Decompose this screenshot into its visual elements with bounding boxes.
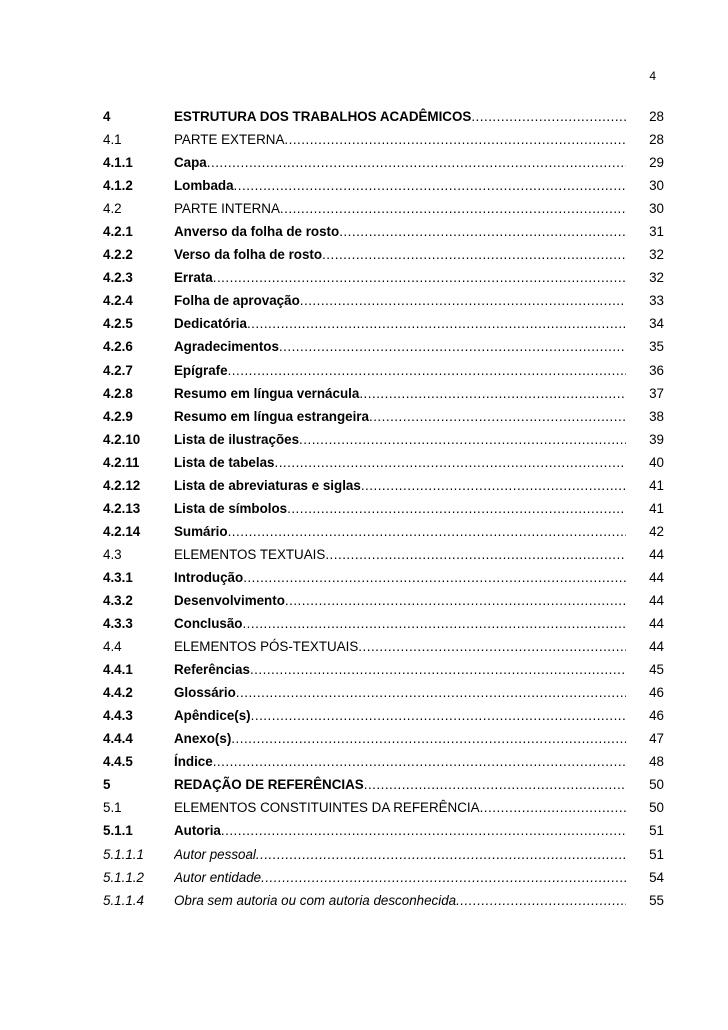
toc-entry-number: 4.2.2 — [103, 247, 133, 263]
toc-entry-page: 47 — [649, 731, 664, 747]
toc-entry-title: Resumo em língua vernácula — [174, 385, 360, 401]
toc-entry-leader-dots — [358, 635, 626, 658]
toc-entry-leader-dots — [280, 197, 626, 220]
toc-entry-title: ESTRUTURA DOS TRABALHOS ACADÊMICOS — [174, 109, 472, 124]
toc-entry-number: 5.1.1.2 — [103, 869, 144, 885]
toc-entry[interactable] — [103, 819, 664, 842]
toc-entry-number: 4.2.11 — [103, 454, 140, 470]
toc-entry-page: 36 — [649, 362, 664, 378]
toc-entry[interactable] — [103, 635, 664, 658]
toc-entry-leader-dots — [236, 681, 626, 704]
toc-entry-leader-dots — [471, 105, 626, 128]
toc-entry-title-wrap — [174, 428, 626, 451]
toc-entry-title: ELEMENTOS CONSTITUINTES DA REFERÊNCIA — [174, 800, 480, 816]
toc-entry-number: 5 — [103, 777, 111, 793]
toc-entry-title: Capa — [174, 155, 207, 171]
toc-entry-page: 42 — [649, 523, 664, 539]
toc-entry-number: 4.1.1 — [103, 155, 133, 171]
page-number: 4 — [649, 69, 656, 83]
toc-entry[interactable] — [103, 243, 664, 266]
toc-entry[interactable] — [103, 174, 664, 197]
toc-entry[interactable] — [103, 612, 664, 635]
toc-entry-page: 51 — [649, 846, 664, 862]
toc-entry-leader-dots — [213, 750, 626, 773]
toc-entry-number: 4.2.14 — [103, 523, 141, 539]
toc-entry-page: 39 — [649, 431, 664, 447]
toc-entry-title-wrap — [174, 312, 626, 335]
toc-entry-leader-dots — [361, 474, 626, 497]
toc-entry-title: Folha de aprovação — [174, 293, 300, 309]
toc-entry[interactable] — [103, 405, 664, 428]
toc-entry-title-wrap — [174, 359, 626, 382]
toc-entry[interactable] — [103, 796, 664, 819]
toc-entry-title-wrap — [174, 566, 626, 589]
toc-entry-number: 4.2.8 — [103, 385, 133, 401]
toc-entry-title: Glossário — [174, 685, 236, 701]
toc-entry-title: Autor pessoal — [174, 846, 256, 862]
toc-entry-leader-dots — [207, 151, 626, 174]
toc-entry-leader-dots — [228, 520, 626, 543]
toc-entry-title-wrap — [174, 289, 626, 312]
toc-entry-page: 30 — [649, 178, 664, 194]
toc-entry-page: 30 — [649, 201, 664, 217]
toc-entry[interactable] — [103, 750, 664, 773]
toc-entry[interactable] — [103, 681, 664, 704]
toc-entry-title-wrap — [174, 128, 626, 151]
table-of-contents — [103, 105, 664, 912]
toc-entry-number: 4.2.10 — [103, 431, 141, 447]
toc-entry-title-wrap — [174, 382, 626, 405]
toc-entry-title: PARTE INTERNA — [174, 201, 280, 217]
toc-entry-number: 4.2.1 — [103, 224, 133, 240]
toc-entry-number: 4.2.4 — [103, 293, 133, 309]
toc-entry-title-wrap — [174, 658, 626, 681]
toc-entry-title: REDAÇÃO DE REFERÊNCIAS — [174, 777, 364, 793]
toc-entry-title-wrap — [174, 681, 626, 704]
toc-entry-number: 4.4 — [103, 639, 122, 655]
toc-entry[interactable] — [103, 359, 664, 382]
toc-entry-page: 48 — [649, 754, 664, 770]
toc-entry[interactable] — [103, 289, 664, 312]
toc-entry-title-wrap — [174, 174, 626, 197]
toc-entry-title-wrap — [174, 635, 626, 658]
toc-entry-title-wrap — [174, 704, 626, 727]
toc-entry-leader-dots — [256, 843, 626, 866]
toc-entry-page: 50 — [649, 777, 664, 793]
toc-entry-page: 28 — [649, 109, 664, 124]
toc-entry-number: 5.1.1.4 — [103, 892, 144, 908]
toc-entry-leader-dots — [285, 589, 626, 612]
toc-entry-title: Apêndice(s) — [174, 708, 251, 724]
toc-entry-number: 4.4.4 — [103, 731, 133, 747]
toc-entry-title-wrap — [174, 796, 626, 819]
toc-entry-page: 41 — [649, 477, 664, 493]
toc-entry-page: 50 — [649, 800, 664, 816]
toc-entry-title-wrap — [174, 474, 626, 497]
toc-entry-title-wrap — [174, 105, 626, 128]
toc-entry-title-wrap — [174, 197, 626, 220]
toc-entry-leader-dots — [247, 312, 626, 335]
toc-entry-title-wrap — [174, 727, 626, 750]
toc-entry-page: 41 — [649, 500, 664, 516]
toc-entry-title: Lista de símbolos — [174, 500, 288, 516]
toc-entry-title-wrap — [174, 243, 626, 266]
toc-entry-title-wrap — [174, 151, 626, 174]
toc-entry[interactable] — [103, 566, 664, 589]
toc-entry-number: 5.1.1 — [103, 823, 133, 839]
toc-entry-title-wrap — [174, 520, 626, 543]
toc-entry-page: 40 — [649, 454, 664, 470]
toc-entry-title: Lombada — [174, 178, 234, 194]
toc-entry[interactable] — [103, 197, 664, 220]
toc-entry-title: Lista de abreviaturas e siglas — [174, 477, 361, 493]
toc-entry-title: Autoria — [174, 823, 221, 839]
toc-entry-title: Autor entidade — [174, 869, 262, 885]
toc-entry-page: 44 — [649, 569, 664, 585]
toc-entry-page: 29 — [649, 155, 664, 171]
toc-entry-number: 4.4.2 — [103, 685, 133, 701]
toc-entry-title-wrap — [174, 405, 626, 428]
toc-entry-leader-dots — [300, 289, 626, 312]
toc-entry-title: Sumário — [174, 523, 228, 539]
toc-entry-number: 4.2.12 — [103, 477, 141, 493]
toc-entry-title: Introdução — [174, 569, 244, 585]
toc-entry-leader-dots — [480, 796, 626, 819]
toc-entry-page: 46 — [649, 708, 664, 724]
toc-entry-title-wrap — [174, 889, 626, 912]
toc-entry-leader-dots — [231, 727, 626, 750]
toc-entry[interactable] — [103, 428, 664, 451]
toc-entry-leader-dots — [322, 243, 626, 266]
toc-entry-page: 51 — [649, 823, 664, 839]
toc-entry[interactable] — [103, 543, 664, 566]
toc-entry-title-wrap — [174, 866, 626, 889]
toc-entry-title: PARTE EXTERNA — [174, 132, 285, 148]
toc-entry[interactable] — [103, 312, 664, 335]
toc-entry-title-wrap — [174, 773, 626, 796]
toc-entry-title-wrap — [174, 612, 626, 635]
toc-entry-title: Lista de ilustrações — [174, 431, 300, 447]
toc-entry-page: 44 — [649, 616, 664, 632]
toc-entry-leader-dots — [369, 405, 626, 428]
toc-entry-title: Referências — [174, 662, 250, 678]
toc-entry-number: 4.3.2 — [103, 592, 133, 608]
toc-entry[interactable] — [103, 727, 664, 750]
toc-entry-page: 28 — [649, 132, 664, 148]
toc-entry-page: 44 — [649, 592, 664, 608]
toc-entry-leader-dots — [228, 359, 626, 382]
toc-entry-page: 55 — [649, 892, 664, 908]
toc-entry-title-wrap — [174, 451, 626, 474]
toc-entry-number: 4.4.3 — [103, 708, 133, 724]
toc-entry[interactable] — [103, 382, 664, 405]
toc-entry[interactable] — [103, 497, 664, 520]
toc-entry-page: 46 — [649, 685, 664, 701]
toc-entry-number: 4.1 — [103, 132, 122, 148]
toc-entry-title: Resumo em língua estrangeira — [174, 408, 369, 424]
toc-entry-title: Errata — [174, 270, 213, 286]
toc-entry-number: 4.3 — [103, 546, 122, 562]
toc-entry[interactable] — [103, 220, 664, 243]
toc-entry-number: 5.1 — [103, 800, 122, 816]
toc-entry-leader-dots — [251, 704, 626, 727]
toc-entry-page: 38 — [649, 408, 664, 424]
toc-entry[interactable] — [103, 843, 664, 866]
toc-entry[interactable] — [103, 151, 664, 174]
toc-entry-title: Dedicatória — [174, 316, 247, 332]
toc-entry-number: 4.2.9 — [103, 408, 133, 424]
toc-entry[interactable] — [103, 266, 664, 289]
toc-entry-number: 4.2 — [103, 201, 122, 217]
toc-entry-title: Epígrafe — [174, 362, 228, 378]
toc-entry-page: 45 — [649, 662, 664, 678]
toc-entry-number: 5.1.1.1 — [103, 846, 144, 862]
toc-entry-title: Conclusão — [174, 616, 243, 632]
toc-entry-title: Agradecimentos — [174, 339, 279, 355]
toc-entry-title-wrap — [174, 589, 626, 612]
toc-entry[interactable] — [103, 866, 664, 889]
toc-entry-title: ELEMENTOS PÓS-TEXTUAIS — [174, 639, 359, 655]
toc-entry-page: 32 — [649, 270, 664, 286]
toc-entry-title: ELEMENTOS TEXTUAIS — [174, 546, 326, 562]
toc-entry-leader-dots — [299, 428, 626, 451]
toc-entry-page: 54 — [649, 869, 664, 885]
toc-entry-leader-dots — [339, 220, 626, 243]
toc-entry-title: Verso da folha de rosto — [174, 247, 323, 263]
toc-entry[interactable] — [103, 474, 664, 497]
toc-entry-leader-dots — [284, 128, 626, 151]
toc-entry-page: 31 — [649, 224, 664, 240]
toc-entry-leader-dots — [359, 382, 626, 405]
toc-entry-number: 4 — [103, 109, 111, 124]
toc-entry-page: 44 — [649, 546, 664, 562]
toc-entry[interactable] — [103, 773, 664, 796]
toc-entry-leader-dots — [243, 566, 626, 589]
toc-entry[interactable] — [103, 335, 664, 358]
toc-entry-number: 4.2.13 — [103, 500, 141, 516]
toc-entry-leader-dots — [364, 773, 626, 796]
toc-entry-number: 4.3.3 — [103, 616, 133, 632]
toc-entry-page: 35 — [649, 339, 664, 355]
toc-entry-leader-dots — [234, 174, 626, 197]
toc-entry[interactable] — [103, 451, 664, 474]
toc-entry-page: 33 — [649, 293, 664, 309]
toc-entry-leader-dots — [456, 889, 626, 912]
toc-entry-leader-dots — [279, 335, 626, 358]
toc-entry-title: Lista de tabelas — [174, 454, 275, 470]
toc-entry-title-wrap — [174, 819, 626, 842]
toc-entry-number: 4.3.1 — [103, 569, 133, 585]
toc-entry-leader-dots — [242, 612, 626, 635]
toc-entry[interactable] — [103, 105, 664, 128]
toc-entry-number: 4.1.2 — [103, 178, 133, 194]
toc-entry-leader-dots — [274, 451, 626, 474]
toc-entry-leader-dots — [287, 497, 626, 520]
toc-entry-number: 4.2.3 — [103, 270, 133, 286]
toc-entry-number: 4.4.5 — [103, 754, 133, 770]
toc-entry[interactable] — [103, 520, 664, 543]
toc-entry-leader-dots — [250, 658, 626, 681]
toc-entry-page: 44 — [649, 639, 664, 655]
toc-entry-page: 34 — [649, 316, 664, 332]
toc-entry-title: Anverso da folha de rosto — [174, 224, 340, 240]
toc-entry[interactable] — [103, 658, 664, 681]
toc-entry[interactable] — [103, 889, 664, 912]
toc-entry[interactable] — [103, 589, 664, 612]
toc-entry[interactable] — [103, 128, 664, 151]
toc-entry-title-wrap — [174, 497, 626, 520]
toc-entry-title: Desenvolvimento — [174, 592, 285, 608]
toc-entry-title-wrap — [174, 266, 626, 289]
toc-entry-title: Anexo(s) — [174, 731, 232, 747]
toc-entry-title: Índice — [174, 754, 213, 770]
toc-entry-title-wrap — [174, 335, 626, 358]
toc-entry-page: 32 — [649, 247, 664, 263]
toc-entry-number: 4.4.1 — [103, 662, 133, 678]
toc-entry-number: 4.2.6 — [103, 339, 133, 355]
toc-entry-title-wrap — [174, 220, 626, 243]
toc-entry[interactable] — [103, 704, 664, 727]
toc-entry-title-wrap — [174, 843, 626, 866]
toc-entry-title-wrap — [174, 543, 626, 566]
toc-entry-page: 37 — [649, 385, 664, 401]
toc-entry-leader-dots — [325, 543, 626, 566]
toc-entry-title: Obra sem autoria ou com autoria desconhecida — [174, 892, 457, 908]
toc-entry-title-wrap — [174, 750, 626, 773]
toc-entry-leader-dots — [261, 866, 626, 889]
toc-entry-number: 4.2.7 — [103, 362, 133, 378]
toc-entry-leader-dots — [221, 819, 626, 842]
toc-entry-leader-dots — [213, 266, 626, 289]
toc-entry-number: 4.2.5 — [103, 316, 133, 332]
